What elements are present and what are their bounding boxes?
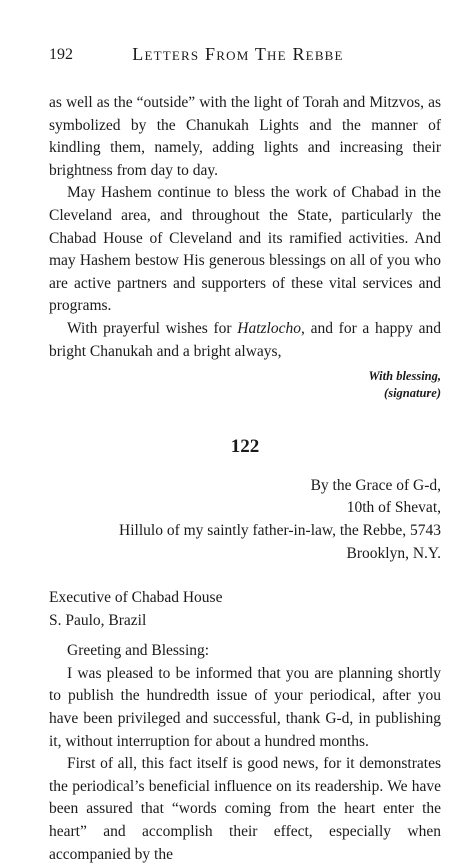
addressee [49, 587, 441, 632]
page-body [49, 92, 441, 866]
body-paragraph: I was pleased to be informed that you are planning shortly to publish the hundredth issue of your periodical, after you have been privileged and successful, thank G-d, in publishing it, without interruption for about a hundred months. [49, 664, 441, 750]
dateline [49, 475, 441, 565]
closing-italic-word: Hatzlocho [237, 319, 301, 337]
addressee-line: S. Paulo, Brazil [49, 611, 147, 629]
greeting: Greeting and Blessing: [67, 642, 210, 660]
page-number: 192 [49, 46, 73, 63]
dateline-line: Brooklyn, N.Y. [346, 544, 441, 562]
signature: (signature) [384, 386, 441, 401]
closing-text-start: With prayerful wishes for [67, 319, 238, 337]
addressee-line: Executive of Chabad House [49, 589, 223, 607]
running-title: Letters From The Rebbe [132, 44, 344, 64]
body-paragraph: First of all, this fact itself is good news, for it demonstrates the periodical’s beneficial influence on its readership. We have been assured that “words coming from the heart enter the heart” and accomplish their effect, especially when accompanied by the [49, 755, 441, 863]
sign-off-block [49, 368, 441, 402]
closing-text-end: , and for a happy and bright Chanukah and a bright always, [49, 319, 441, 360]
dateline-line: Hillulo of my saintly father-in-law, the Rebbe, 5743 [119, 521, 441, 539]
closing-paragraph [49, 318, 441, 363]
dateline-line: 10th of Shevat, [346, 499, 441, 517]
body-paragraph: May Hashem continue to bless the work of Chabad in the Cleveland area, and throughout the State, particularly the Chabad House of Cleveland and its ramified activities. And may Hashem bestow His generous blessings on all of you who are active partners and supporters of these vital services and programs. [49, 184, 441, 315]
letter-number: 122 [230, 436, 260, 458]
dateline-line: By the Grace of G-d, [310, 476, 441, 494]
body-paragraph: as well as the “outside” with the light of Torah and Mitzvos, as symbolized by the Chanukah Lights and the manner of kindling them, namely, adding lights and increasing their brightness from day to day. [49, 94, 441, 179]
page-header [0, 46, 476, 70]
sign-off: With blessing, [368, 369, 441, 384]
